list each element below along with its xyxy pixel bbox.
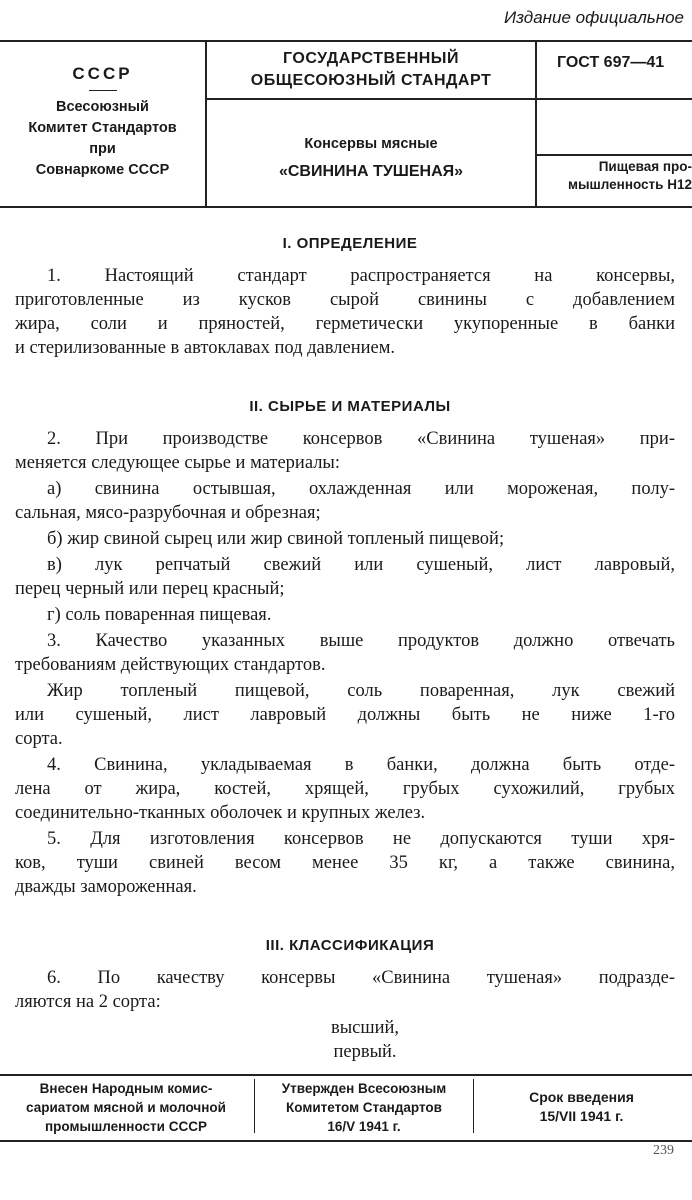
issuer-cell (0, 42, 207, 206)
industry-line: мышленность Н12 (568, 177, 692, 192)
paragraph (15, 603, 675, 627)
text-line: 2. При производстве консервов «Свинина тушеная» при- (47, 429, 675, 449)
divider (537, 154, 692, 156)
footer-line: 16/V 1941 г. (327, 1119, 401, 1134)
paragraph (15, 753, 675, 825)
text-line: ляются на 2 сорта: (15, 992, 161, 1012)
text-line: 3. Качество указанных выше продуктов должно отвечать (47, 631, 675, 651)
text-line: 5. Для изготовления консервов не допускаются туши хря- (47, 829, 675, 849)
grade-item: первый. (333, 1042, 397, 1062)
text-line: меняется следующее сырье и материалы: (15, 453, 341, 473)
text-line: сорта. (15, 729, 63, 749)
page-number: 239 (653, 1143, 674, 1158)
footer-line: промышленности СССР (45, 1119, 207, 1134)
text-line: жира, соли и пряностей, герметически укупоренные в банки (15, 314, 675, 334)
text-line: г) соль поваренная пищевая. (47, 605, 272, 625)
footer-line: Утвержден Всесоюзным (281, 1081, 447, 1096)
product-name: «СВИНИНА ТУШЕНАЯ» (278, 163, 464, 180)
issuer-line: Комитет Стандартов (28, 120, 177, 136)
industry-line: Пищевая про- (598, 159, 692, 174)
title-cell (207, 42, 537, 206)
footer-line: сариатом мясной и молочной (26, 1100, 226, 1115)
issuer-line: при (89, 141, 116, 157)
section (15, 395, 675, 899)
footer-line: Срок введения (529, 1089, 634, 1105)
paragraph (15, 679, 675, 751)
issuer-line: Всесоюзный (56, 99, 149, 115)
text-line: а) свинина остывшая, охлажденная или мороженая, полу- (47, 479, 675, 499)
issuer-line: Совнаркоме СССР (35, 162, 170, 178)
industry-group (542, 158, 692, 194)
text-line: 6. По качеству консервы «Свинина тушеная» подразде- (47, 968, 675, 988)
text-line: ков, туши свиней весом менее 35 кг, а также свинина, (15, 853, 675, 873)
text-line: б) жир свиной сырец или жир свиной топленый пищевой; (47, 529, 505, 549)
paragraph (15, 427, 675, 475)
paragraph (15, 527, 675, 551)
standard-type (207, 48, 535, 92)
paragraph (15, 827, 675, 899)
product-title (207, 130, 535, 186)
divider (537, 98, 692, 100)
paragraph (15, 629, 675, 677)
text-line: 1. Настоящий стандарт распространяется на консервы, (47, 266, 675, 286)
introduced-by (0, 1079, 252, 1136)
paragraph (15, 477, 675, 525)
text-line: перец черный или перец красный; (15, 579, 285, 599)
text-line: дважды замороженная. (15, 877, 197, 897)
text-line: лена от жира, костей, хрящей, грубых сухожилий, грубых (15, 779, 675, 799)
text-line: сальная, мясо-разрубочная и обрезная; (15, 503, 321, 523)
section-heading: III. КЛАССИФИКАЦИЯ (265, 937, 435, 954)
gost-number: ГОСТ 697—41 (557, 54, 665, 71)
paragraph (15, 264, 675, 360)
text-line: требованиям действующих стандартов. (15, 655, 326, 675)
document-body (15, 232, 675, 1099)
country: СССР (72, 64, 133, 83)
header-table (0, 40, 692, 208)
section-heading: II. СЫРЬЕ И МАТЕРИАЛЫ (249, 398, 451, 415)
code-cell (537, 42, 692, 206)
footer-table (0, 1074, 692, 1142)
section (15, 934, 675, 1064)
text-line: соединительно-тканных оболочек и крупных желез. (15, 803, 426, 823)
text-line: и стерилизованные в автоклавах под давлением. (15, 338, 396, 358)
subtitle: Консервы мясные (304, 136, 438, 152)
edition-label: Издание официальное (503, 8, 684, 27)
title-line: ОБЩЕСОЮЗНЫЙ СТАНДАРТ (250, 72, 492, 89)
text-line: или сушеный, лист лавровый должны быть не ниже 1-го (15, 705, 675, 725)
text-line: 4. Свинина, укладываемая в банки, должна быть отде- (47, 755, 675, 775)
footer-line: Внесен Народным комис- (39, 1081, 213, 1096)
text-line: Жир топленый пищевой, соль поваренная, лук свежий (47, 681, 675, 701)
text-line: приготовленные из кусков сырой свинины с добавлением (15, 290, 675, 310)
divider (89, 90, 117, 91)
section (15, 232, 675, 360)
footer-line: 15/VII 1941 г. (539, 1108, 624, 1124)
divider (207, 98, 535, 100)
paragraph (15, 553, 675, 601)
paragraph (15, 966, 675, 1014)
text-line: в) лук репчатый свежий или сушеный, лист лавровый, (47, 555, 675, 575)
grade-item: высший, (330, 1018, 400, 1038)
title-line: ГОСУДАРСТВЕННЫЙ (283, 50, 459, 67)
approved-by (254, 1079, 474, 1133)
effective-date (474, 1088, 689, 1126)
footer-line: Комитетом Стандартов (286, 1100, 442, 1115)
section-heading: I. ОПРЕДЕЛЕНИЕ (282, 235, 418, 252)
